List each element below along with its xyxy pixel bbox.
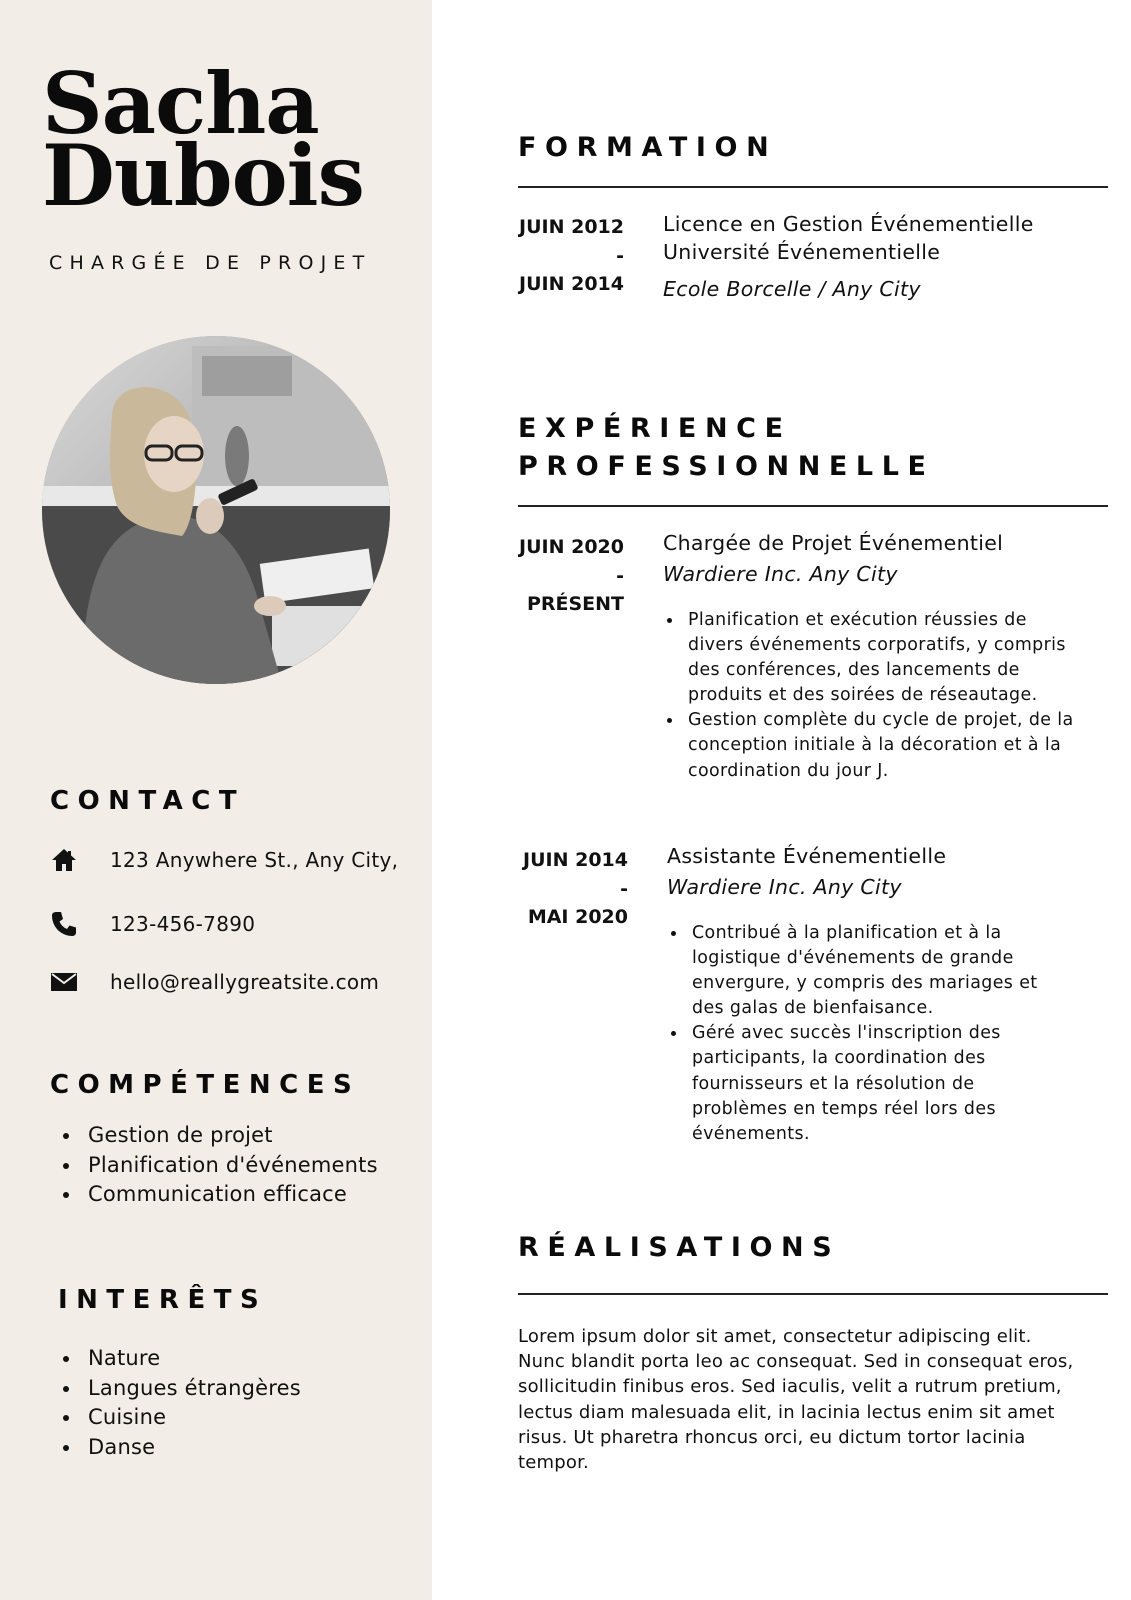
education-title: Licence en Gestion Événementielle [663, 212, 1034, 236]
sidebar [0, 0, 432, 1600]
contact-address: 123 Anywhere St., Any City, [110, 848, 399, 872]
interests-list [60, 1344, 301, 1462]
list-item: Planification et exécution réussies de divers événements corporatifs, y compris des conférences, des lancements de produits et des soirées de réseautage. [663, 608, 1078, 708]
contact-heading: CONTACT [50, 786, 246, 816]
education-school: Université Événementielle [663, 240, 941, 264]
list-item: Langues étrangères [60, 1374, 301, 1404]
experience-1-bullets [663, 608, 1078, 784]
date-end: JUIN 2014 [519, 273, 624, 295]
skills-heading: COMPÉTENCES [50, 1070, 361, 1100]
date-start: JUIN 2020 [519, 536, 624, 558]
interests-heading: INTERÊTS [58, 1285, 268, 1315]
divider [518, 186, 1108, 188]
contact-phone[interactable]: 123-456-7890 [110, 912, 256, 936]
experience-2-company: Wardiere Inc. Any City [667, 875, 902, 899]
job-title: CHARGÉE DE PROJET [49, 252, 372, 274]
achievements-heading: RÉALISATIONS [518, 1232, 841, 1263]
last-name: Dubois [42, 126, 364, 225]
list-item: Géré avec succès l'inscription des participants, la coordination des fournisseurs et la résolution de problèmes en temps réel lors des événements. [667, 1021, 1057, 1146]
divider [518, 505, 1108, 507]
date-separator: - [616, 244, 624, 267]
home-icon [50, 846, 78, 874]
list-item: Gestion complète du cycle de projet, de la conception initiale à la décoration et à la coordination du jour J. [663, 708, 1078, 783]
contact-address-row [50, 846, 399, 874]
experience-1-title: Chargée de Projet Événementiel [663, 531, 1004, 555]
education-heading: FORMATION [518, 132, 778, 163]
name-title [42, 54, 364, 225]
date-end: MAI 2020 [527, 906, 628, 928]
contact-phone-row [50, 910, 256, 938]
date-start: JUIN 2014 [523, 849, 628, 871]
list-item: Planification d'événements [60, 1151, 378, 1181]
list-item: Gestion de projet [60, 1121, 378, 1151]
mail-icon [50, 968, 78, 996]
experience-1-company: Wardiere Inc. Any City [663, 562, 898, 586]
first-name: Sacha [42, 54, 319, 153]
date-separator: - [620, 877, 628, 900]
date-separator: - [616, 564, 624, 587]
achievements-text: Lorem ipsum dolor sit amet, consectetur adipiscing elit. Nunc blandit porta leo ac consequat. Sed in consequat eros, sollicitudin finibus eros. Sed iaculis, velit a rutrum pretium, lectus diam malesuada elit, in lacinia lectus enim sit amet risus. Ut pharetra rhoncus orci, eu dictum tortor lacinia tempor. [518, 1326, 1074, 1474]
experience-2-title: Assistante Événementielle [667, 844, 947, 868]
experience-2-bullets [667, 921, 1057, 1147]
experience-1-dates [474, 533, 624, 619]
list-item: Communication efficace [60, 1180, 378, 1210]
education-dates [474, 213, 624, 299]
list-item: Contribué à la planification et à la logistique d'événements de grande envergure, y compris des mariages et des galas de bienfaisance. [667, 921, 1057, 1021]
list-item: Cuisine [60, 1403, 301, 1433]
divider [518, 1293, 1108, 1295]
education-place: Ecole Borcelle / Any City [663, 277, 921, 301]
contact-email[interactable]: hello@reallygreatsite.com [110, 970, 380, 994]
phone-icon [50, 910, 78, 938]
experience-heading-line2: PROFESSIONNELLE [518, 451, 935, 482]
list-item: Danse [60, 1433, 301, 1463]
skills-list [60, 1121, 378, 1210]
contact-email-row [50, 968, 380, 996]
date-end: PRÉSENT [526, 593, 624, 615]
portrait-photo [42, 336, 390, 684]
main-content [432, 0, 1131, 1600]
experience-heading [518, 410, 935, 486]
date-start: JUIN 2012 [519, 216, 624, 238]
experience-2-dates [478, 846, 628, 932]
list-item: Nature [60, 1344, 301, 1374]
experience-heading-line1: EXPÉRIENCE [518, 413, 792, 444]
